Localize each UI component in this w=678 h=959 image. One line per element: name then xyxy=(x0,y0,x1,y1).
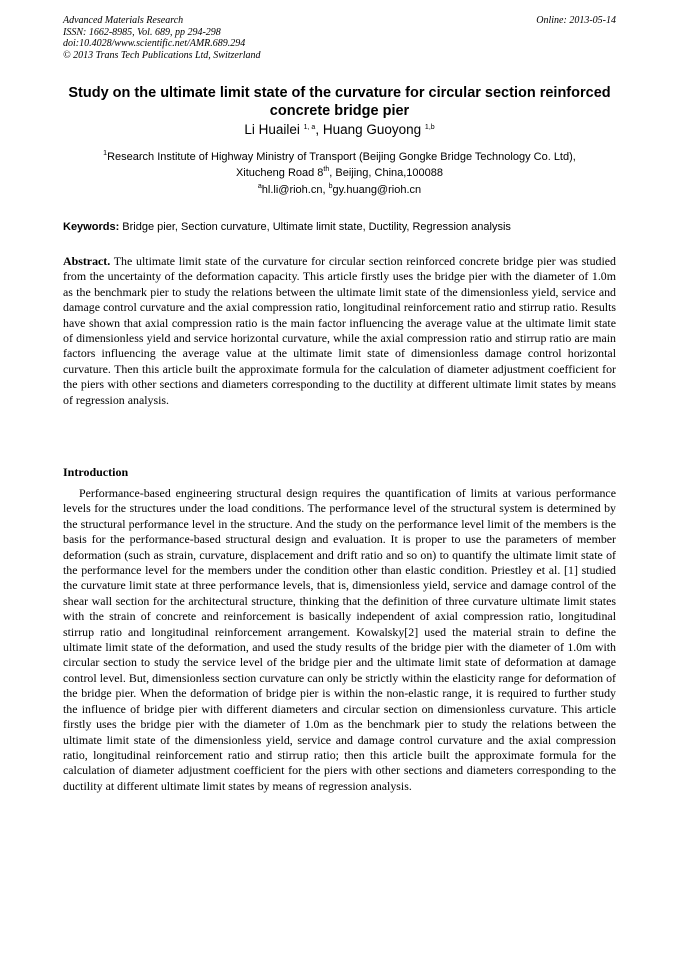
keywords-text: Bridge pier, Section curvature, Ultimate limit state, Ductility, Regression analysis xyxy=(119,221,511,233)
affiliation-line xyxy=(63,165,616,181)
introduction-paragraph: Performance-based engineering structural design requires the quantification of limits at various performance levels for the structures under the load conditions. The performance level of the structural system is determined by the structural performance level in the structure. And the study on the performance level limit of the members is the basis for the performance-based structural design and evaluation. It is proper to use the parameters of member deformation (such as strain, curvature, displacement and drift ratio and so on) to quantify the ultimate limit state of the performance level for the members under the condition other than elastic condition. Priestley et al. [1] studied the curvature limit state at three performance levels, that is, dimensionless yield, service and damage control of the shear wall section for the architectural structure, thinking that the definition of three curvature ultimate limit states with the strain of concrete and reinforcement is basically independent of axial compression ratio, longitudinal stirrup ratio and longitudinal reinforcement arrangement. Kowalsky[2] used the material strain to define the ultimate limit state of the deformation, and used the study results of the bridge pier with the diameter of 1.0m with circular section to study the service level of the bridge pier and the ultimate limit state of deformation at damage control level. But, dimensionless section curvature can only be strictly within the elasticity range for deformation of the bridge pier. When the deformation of bridge pier is within the non-elastic range, it is required to further study the influence of bridge pier with different diameters and circular section on dimensionless curvature. This article firstly uses the bridge pier with the diameter of 1.0m as the benchmark pier to study the relations between the ultimate limit state of the dimensionless yield, service and damage control curvature and the axial compression ratio, longitudinal reinforcement ratio and stirrup ratio; then this article built the approximate formula for the calculation of diameter adjustment coefficient for the piers with other sections and diameters corresponding to the ductility at different ultimate limit states by means of regression analysis. xyxy=(63,486,616,793)
affiliation-marker: 1 xyxy=(103,150,108,157)
email-marker: a xyxy=(257,183,262,190)
affiliation-line xyxy=(63,149,616,165)
keywords-label: Keywords: xyxy=(63,221,120,233)
paper-title: Study on the ultimate limit state of the curvature for circular section reinforced concrete bridge pier xyxy=(68,85,611,119)
email-marker: b xyxy=(328,183,333,190)
email-line xyxy=(63,183,616,197)
author-affiliation-marker: 1, a xyxy=(303,124,316,131)
author-line xyxy=(63,121,616,138)
journal-name: Advanced Materials Research xyxy=(63,15,184,26)
copyright-line: © 2013 Trans Tech Publications Ltd, Switzerland xyxy=(63,49,261,61)
affiliation-text: Research Institute of Highway Ministry of Transport (Beijing Gongke Bridge Technology Co. Ltd), xyxy=(107,151,576,163)
author-name: Huang Guoyong xyxy=(322,122,422,137)
journal-header xyxy=(63,15,616,61)
author-separator: , xyxy=(315,122,323,137)
email-address: hl.li@rioh.cn, xyxy=(261,184,329,196)
section-heading: Introduction xyxy=(63,465,129,479)
doi-line: doi:10.4028/www.scientific.net/AMR.689.294 xyxy=(63,38,246,49)
affiliation-text: , Beijing, China,100088 xyxy=(329,167,444,179)
author-name: Li Huailei xyxy=(244,122,300,137)
abstract-label: Abstract. xyxy=(63,254,111,268)
ordinal-suffix: th xyxy=(323,166,330,173)
author-affiliation-marker: 1,b xyxy=(424,124,435,131)
keywords xyxy=(63,220,616,234)
issn-line: ISSN: 1662-8985, Vol. 689, pp 294-298 xyxy=(63,26,221,38)
affiliation-text: Xitucheng Road 8 xyxy=(235,167,324,179)
email-address: gy.huang@rioh.cn xyxy=(332,184,422,196)
online-date: Online: 2013-05-14 xyxy=(536,15,616,26)
abstract-text: The ultimate limit state of the curvature for circular section reinforced concrete bridge pier was studied from the uncertainty of the deformation capacity. This article firstly uses the bridge pier with the diameter of 1.0m as the benchmark pier to study the relations between the ultimate limit state of the dimensionless yield, service and damage control curvature and the axial compression ratio, longitudinal reinforcement ratio and stirrup ratio. Results have shown that axial compression ratio is the main factor influencing the average value at the ultimate limit state of dimensionless yield and service horizontal curvature, while the axial compression ratio and stirrup ratio are main factors influencing the average value at the ultimate limit state of dimensionless damage control horizontal curvature. Then this article built the approximate formula for the calculation of diameter adjustment coefficient for the piers with other sections and diameters corresponding to the ductility at different ultimate limit states by means of regression analysis. xyxy=(63,254,616,407)
affiliation xyxy=(63,149,616,181)
abstract xyxy=(63,254,616,408)
